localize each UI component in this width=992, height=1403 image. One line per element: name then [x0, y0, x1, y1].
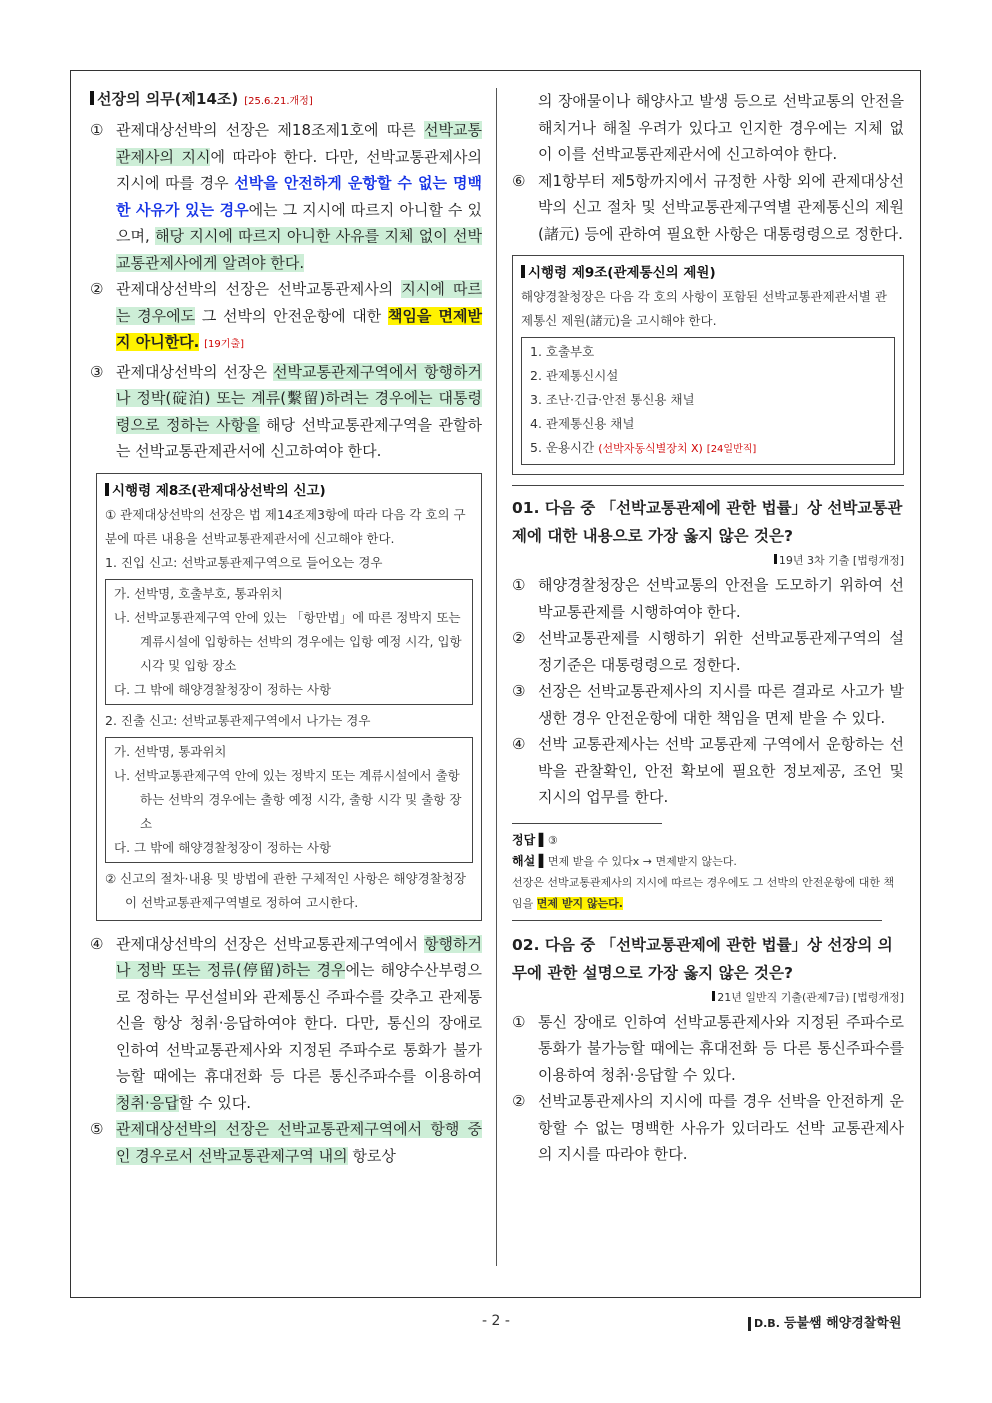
exit-report-items	[105, 737, 473, 863]
decree-8-para2: ② 신고의 절차·내용 및 방법에 관한 구체적인 사항은 해양경찰청장이 선박교통관제구역별로 정하여 고시한다.	[105, 870, 466, 910]
page-number: - 2 -	[482, 1313, 510, 1329]
clause-5-continued: 의 장애물이나 해양사고 발생 등으로 선박교통의 안전을 해치거나 해칠 우려가 있다고 인지한 경우에는 지체 없이 이를 선박교통관제관서에 신고하여야 한다.	[538, 92, 904, 163]
list-item: 다. 그 밖에 해양경찰청장이 정하는 사항	[114, 681, 332, 697]
list-item: 나. 선박교통관제구역 안에 있는 정박지 또는 계류시설에서 출항하는 선박의 경우에는 출항 예정 시각, 출항 시각 및 출항 장소	[114, 767, 462, 831]
decree-9-items	[521, 337, 895, 465]
question-2-source: 21년 일반직 기출(관제7급) [법령개정]	[512, 989, 904, 1005]
list-item: 가. 선박명, 통과위치	[114, 743, 227, 759]
answer-block: 정답 ▌③ 해설 ▌면제 받을 수 있다x → 면제받지 않는다. 선장은 선박교통관제사의 지시에 따르는 경우에도 그 선박의 안전운항에 대한 책임을 면제 받지 않는다.	[512, 832, 895, 910]
decree-8-intro: ① 관제대상선박의 선장은 법 제14조제3항에 따라 다음 각 호의 구분에 따른 내용을 선박교통관제관서에 신고해야 한다.	[105, 506, 466, 546]
left-column	[90, 88, 482, 1169]
separator	[512, 485, 904, 486]
clause-6: ⑥ 제1항부터 제5항까지에서 규정한 사항 외에 관제대상선박의 신고 절차 및 선박교통관제구역별 관제통신의 제원(諸元) 등에 관하여 필요한 사항은 대통령령으로 정한다.	[512, 171, 904, 243]
list-item: 4. 관제통신용 채널	[530, 416, 635, 431]
exam-tag: [19기출]	[204, 339, 245, 350]
bullet-bar-icon	[521, 265, 525, 278]
q2-option-1: ① 통신 장애로 인하여 선박교통관제사와 지정된 주파수로 통화가 불가능할 때에는 휴대전화 등 다른 통신주파수를 이용하여 청취·응답할 수 있다.	[512, 1012, 904, 1084]
question-2: 02. 다음 중 「선박교통관제에 관한 법률」상 선장의 의무에 관한 설명으로 가장 옳지 않은 것은?	[512, 935, 893, 982]
q1-option-2: ② 선박교통관제를 시행하기 위한 선박교통관제구역의 설정기준은 대통령령으로 정한다.	[512, 629, 904, 674]
list-item: 다. 그 밖에 해양경찰청장이 정하는 사항	[114, 839, 332, 855]
list-item: 5. 운용시간 (선박자동식별장치 X) [24일반직]	[530, 440, 757, 455]
clause-4: ④ 관제대상선박의 선장은 선박교통관제구역에서 항행하거나 정박 또는 정류(停留)하는 경우에는 해양수산부령으로 정하는 무선설비와 관제통신 주파수를 갖추고 관제통신을 항상 청취·응답하여야 한다. 다만, 통신의 장애로 인하여 선박교통관제사와 지정된 주파수로 통화가 불가능할 때에는 휴대전화 등 다른 통신주파수를 이용하여 청취·응답할 수 있다.	[90, 934, 482, 1112]
clause-3: ③ 관제대상선박의 선장은 선박교통관제구역에서 항행하거나 정박(碇泊) 또는 계류(繫留)하려는 경우에는 대통령령으로 정하는 사항을 해당 선박교통관제구역을 관할하는 선박교통관제관서에 신고하여야 한다.	[90, 362, 482, 460]
right-column	[512, 88, 904, 1168]
decree-9-title: 시행령 제9조(관제통신의 제원)	[521, 261, 895, 285]
decree-8-sub1: 1. 진입 신고: 선박교통관제구역으로 들어오는 경우	[105, 554, 383, 570]
bullet-bar-icon	[105, 483, 109, 496]
q2-option-2: ② 선박교통관제사의 지시에 따를 경우 선박을 안전하게 운항할 수 없는 명백한 사유가 있더라도 선박 교통관제사의 지시를 따라야 한다.	[512, 1092, 904, 1163]
clause-5: ⑤ 관제대상선박의 선장은 선박교통관제구역에서 항행 중인 경우로서 선박교통관제구역 내의 항로상	[90, 1120, 482, 1165]
decree-8-box	[96, 473, 482, 921]
decree-9-box	[512, 255, 904, 475]
decree-8-title: 시행령 제8조(관제대상선박의 신고)	[105, 479, 473, 503]
q1-option-1: ① 해양경찰청장은 선박교통의 안전을 도모하기 위하여 선박교통관제를 시행하여야 한다.	[512, 576, 904, 621]
bullet-bar-icon	[90, 91, 94, 105]
academy-logo: D.B. 등불쌤 해양경찰학원	[748, 1312, 901, 1331]
clause-2: ② 관제대상선박의 선장은 선박교통관제사의 지시에 따르는 경우에도 그 선박의 안전운항에 대한 책임을 면제받지 아니한다. [19기출]	[90, 280, 483, 351]
question-1: 01. 다음 중 「선박교통관제에 관한 법률」상 선박교통관제에 대한 내용으로 가장 옳지 않은 것은?	[512, 499, 903, 545]
entry-report-items	[105, 579, 473, 705]
q1-option-4: ④ 선박 교통관제사는 선박 교통관제 구역에서 운항하는 선박을 관찰확인, 안전 확보에 필요한 정보제공, 조언 및 지시의 업무를 한다.	[512, 735, 904, 806]
list-item: 나. 선박교통관제구역 안에 있는 「항만법」에 따른 정박지 또는 계류시설에 입항하는 선박의 경우에는 입항 예정 시각, 입항 시각 및 입항 장소	[114, 609, 462, 673]
logo-mark-icon: D.B.	[748, 1317, 780, 1331]
separator	[512, 920, 882, 921]
column-divider	[496, 88, 497, 1266]
list-item: 가. 선박명, 호출부호, 통과위치	[114, 585, 283, 601]
list-item: 1. 호출부호	[530, 344, 595, 359]
question-1-source: 19년 3차 기출 [법령개정]	[512, 552, 904, 568]
clause-1: ① 관제대상선박의 선장은 제18조제1호에 따른 선박교통관제사의 지시에 따라야 한다. 다만, 선박교통관제사의 지시에 따를 경우 선박을 안전하게 운항할 수 없는 명백한 사유가 있는 경우에는 그 지시에 따르지 아니할 수 있으며, 해당 지시에 따르지 아니한 사유를 지체 없이 선박교통관제사에게 알려야 한다.	[90, 121, 482, 272]
answer-rule	[512, 823, 662, 824]
list-item: 2. 관제통신시설	[530, 368, 619, 383]
decree-9-intro: 해양경찰청장은 다음 각 호의 사항이 포함된 선박교통관제관서별 관제통신 제원(諸元)을 고시해야 한다.	[521, 289, 887, 328]
amend-note: [25.6.21.개정]	[244, 96, 313, 107]
decree-8-sub2: 2. 진출 신고: 선박교통관제구역에서 나가는 경우	[105, 712, 371, 728]
q1-option-3: ③ 선장은 선박교통관제사의 지시를 따른 결과로 사고가 발생한 경우 안전운항에 대한 책임을 면제 받을 수 있다.	[512, 682, 904, 727]
section-title: 선장의 의무(제14조) [25.6.21.개정]	[90, 88, 482, 113]
list-item: 3. 조난·긴급·안전 통신용 채널	[530, 392, 695, 407]
